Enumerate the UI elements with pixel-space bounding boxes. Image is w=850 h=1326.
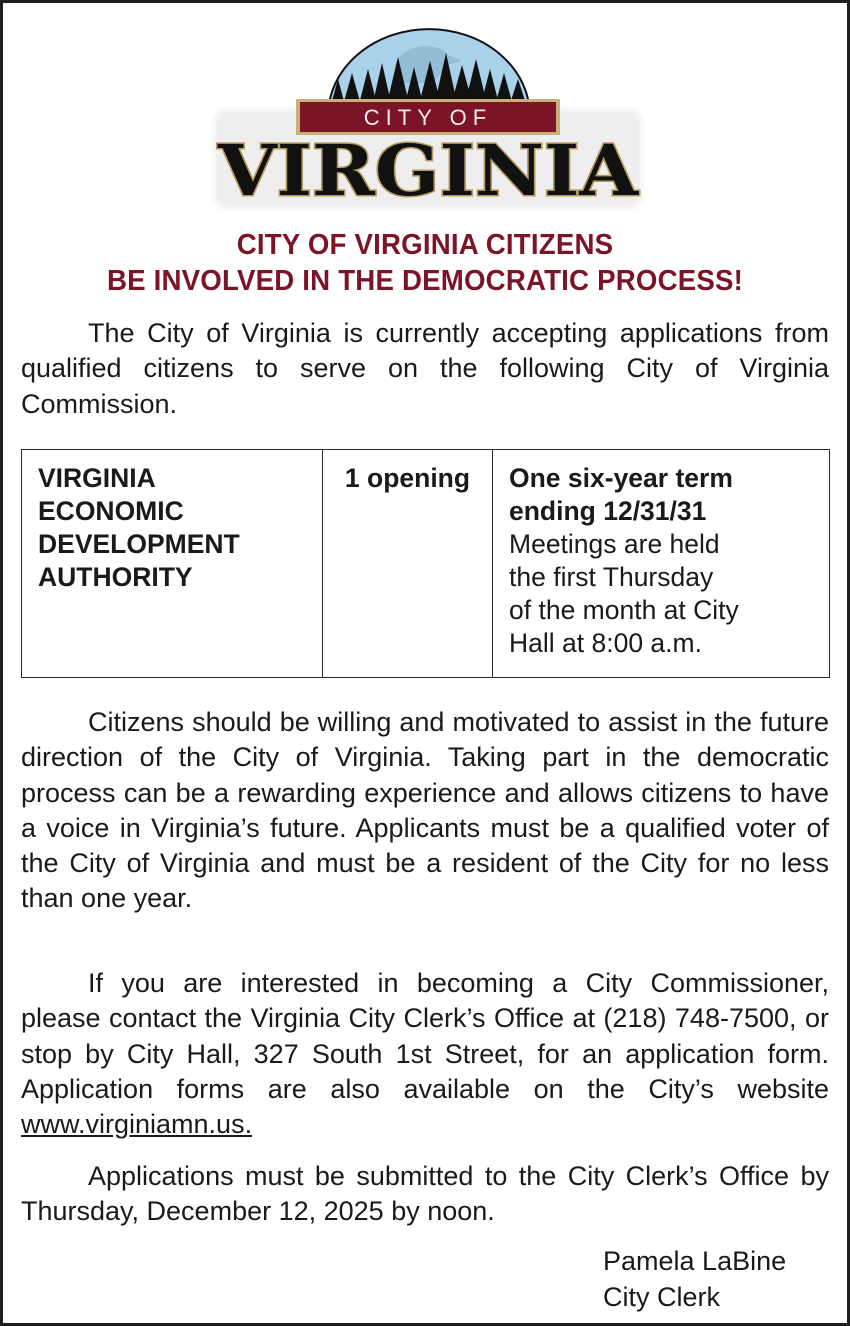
signature-block xyxy=(603,1243,786,1315)
meeting-info-line: the first Thursday xyxy=(509,562,714,592)
commission-name-cell xyxy=(22,450,323,678)
commission-name-line: VIRGINIA xyxy=(38,463,156,493)
headline-line-1: CITY OF VIRGINIA CITIZENS xyxy=(236,229,614,261)
eligibility-text: Citizens should be willing and motivated to assist in the future direction of the City of Virginia. Taking part in the democratic process can be a rewarding experience and allows citizens to have a voice in Virginia’s future. Applicants must be a qualified voter of the City of Virginia and must be a resident of the City for no less than one year. xyxy=(21,707,829,914)
deadline-text: Applications must be submitted to the City Clerk’s Office by Thursday, December 12, 2025 by noon. xyxy=(21,1161,829,1227)
meeting-info-line: Hall at 8:00 a.m. xyxy=(509,628,702,658)
contact-text: If you are interested in becoming a City Commissioner, please contact the Virginia City Clerk’s Office at (218) 748-7500, or stop by City Hall, 327 South 1st Street, for an application form. Application forms are also available on the City’s website xyxy=(21,968,829,1104)
city-logo xyxy=(210,21,646,211)
deadline-paragraph xyxy=(21,1159,829,1230)
term-cell xyxy=(493,450,830,678)
headline-line-2: BE INVOLVED IN THE DEMOCRATIC PROCESS! xyxy=(106,265,744,297)
commission-name-line: ECONOMIC xyxy=(38,496,184,526)
intro-text: The City of Virginia is currently accepting applications from qualified citizens to serve on the following City of Virginia Commission. xyxy=(21,318,829,419)
logo-banner-text: CITY OF xyxy=(363,105,493,130)
logo-graphic xyxy=(210,21,646,211)
website-link[interactable]: www.virginiamn.us. xyxy=(21,1109,253,1140)
term-length: One six-year term xyxy=(509,463,733,493)
positions-table xyxy=(21,449,830,678)
signatory-name: Pamela LaBine xyxy=(603,1246,787,1276)
intro-paragraph xyxy=(21,316,829,422)
openings-count: 1 opening xyxy=(344,463,471,493)
headline xyxy=(16,227,835,299)
commission-name-line: AUTHORITY xyxy=(38,562,193,592)
meeting-info-line: Meetings are held xyxy=(509,529,720,559)
openings-cell xyxy=(323,450,493,678)
logo-wordmark: VIRGINIA xyxy=(216,129,640,211)
commission-name-line: DEVELOPMENT xyxy=(38,529,240,559)
term-end-date: ending 12/31/31 xyxy=(509,496,707,526)
eligibility-paragraph xyxy=(21,705,829,917)
table-row xyxy=(22,450,830,678)
meeting-info-line: of the month at City xyxy=(509,595,739,625)
contact-paragraph xyxy=(21,966,829,1142)
signatory-title: City Clerk xyxy=(603,1282,721,1312)
